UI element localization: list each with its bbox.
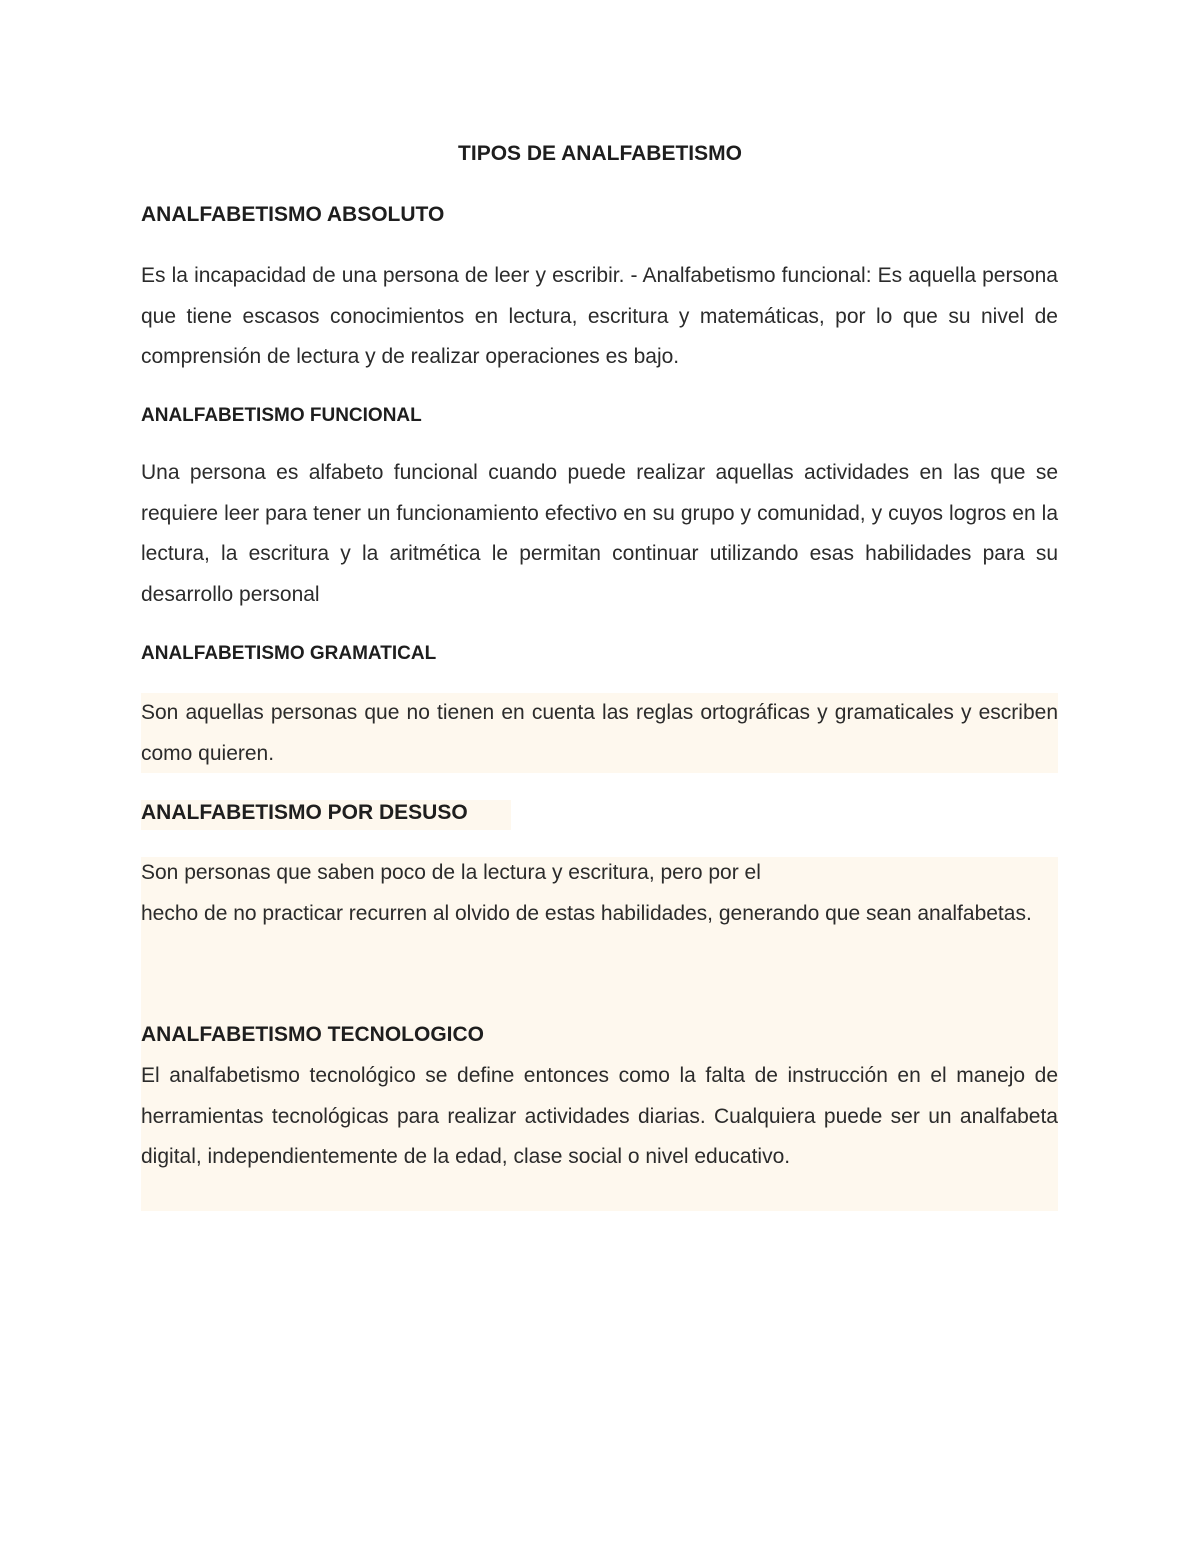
paragraph-desuso — [141, 853, 1058, 934]
paragraph-absoluto: Es la incapacidad de una persona de leer y escribir. - Analfabetismo funcional: Es aquella persona que tiene escasos conocimientos en lectura, escritura y matemáticas, por lo que su nivel de comprensión de lectura y de realizar operaciones es bajo. — [141, 264, 1058, 369]
heading-funcional: ANALFABETISMO FUNCIONAL — [141, 405, 422, 426]
heading-gramatical: ANALFABETISMO GRAMATICAL — [141, 643, 437, 664]
heading-desuso: ANALFABETISMO POR DESUSO — [141, 801, 468, 824]
document-title: TIPOS DE ANALFABETISMO — [458, 142, 742, 165]
paragraph-gramatical: Son aquellas personas que no tienen en cuenta las reglas ortográficas y gramaticales y escriben como quieren. — [141, 701, 1058, 765]
highlight-gramatical — [141, 693, 1058, 773]
heading-tecnologico: ANALFABETISMO TECNOLOGICO — [141, 1023, 484, 1046]
heading-absoluto: ANALFABETISMO ABSOLUTO — [141, 203, 445, 226]
paragraph-funcional: Una persona es alfabeto funcional cuando puede realizar aquellas actividades en las que se requiere leer para tener un funcionamiento efectivo en su grupo y comunidad, y cuyos logros en la lectura, la escritura y la aritmética le permitan continuar utilizando esas habilidades para su desarrollo personal — [141, 461, 1058, 607]
paragraph-desuso-line1: Son personas que saben poco de la lectura y escritura, pero por el — [141, 861, 761, 884]
paragraph-tecnologico: El analfabetismo tecnológico se define entonces como la falta de instrucción en el manejo de herramientas tecnológicas para realizar actividades diarias. Cualquiera puede ser un analfabeta digital, independientemente de la edad, clase social o nivel educativo. — [141, 1064, 1058, 1169]
paragraph-desuso-rest: hecho de no practicar recurren al olvido de estas habilidades, generando que sean analfabetas. — [141, 901, 1032, 925]
